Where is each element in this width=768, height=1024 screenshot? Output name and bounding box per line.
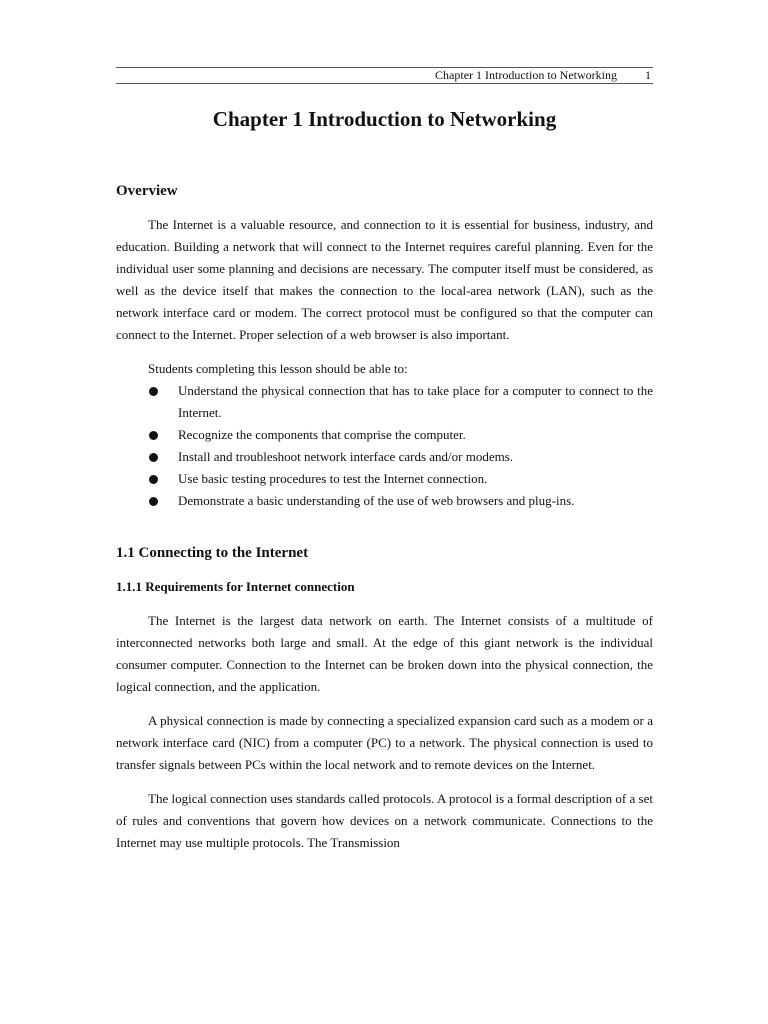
bullet-icon (149, 497, 158, 506)
objective-text: Demonstrate a basic understanding of the use of web browsers and plug-ins. (178, 493, 575, 508)
objective-item (116, 380, 653, 424)
header-bottom-rule (116, 83, 653, 84)
objective-text: Understand the physical connection that has to take place for a computer to connect to the Internet. (178, 383, 653, 420)
objective-text: Recognize the components that comprise the computer. (178, 427, 466, 442)
objective-item (116, 490, 653, 512)
objective-item (116, 468, 653, 490)
bullet-icon (149, 431, 158, 440)
bullet-icon (149, 453, 158, 462)
section-paragraph: A physical connection is made by connecting a specialized expansion card such as a modem or a network interface card (NIC) from a computer (PC) to a network. The physical connection is used to transfer signals between PCs within the local network and to remote devices on the Internet. (116, 713, 653, 772)
objective-text: Use basic testing procedures to test the Internet connection. (178, 471, 488, 486)
running-header-title: Chapter 1 Introduction to Networking (435, 68, 617, 82)
overview-heading: Overview (116, 183, 178, 199)
chapter-title: Chapter 1 Introduction to Networking (212, 107, 557, 131)
running-header (116, 67, 653, 83)
objective-item (116, 446, 653, 468)
objectives-intro: Students completing this lesson should be able to: (148, 361, 408, 376)
section-paragraph: The Internet is the largest data network on earth. The Internet consists of a multitude of interconnected networks both large and small. At the edge of this giant network is the individual consumer computer. Connection to the Internet can be broken down into the physical connection, the logical connection, and the application. (116, 613, 653, 694)
overview-paragraph: The Internet is a valuable resource, and connection to it is essential for business, industry, and education. Building a network that will connect to the Internet requires careful planning. Even for the individual user some planning and decisions are necessary. The computer itself must be considered, as well as the device itself that makes the connection to the local-area network (LAN), such as the network interface card or modem. The correct protocol must be configured so that the computer can connect to the Internet. Proper selection of a web browser is also important. (116, 217, 653, 342)
page-number: 1 (645, 68, 651, 82)
section-paragraph: The logical connection uses standards called protocols. A protocol is a formal description of a set of rules and conventions that govern how devices on a network communicate. Connections to the Internet may use multiple protocols. The Transmission (116, 791, 653, 850)
page-content (116, 100, 653, 854)
section-1-1-heading: 1.1 Connecting to the Internet (116, 545, 309, 561)
section-1-1-1-heading: 1.1.1 Requirements for Internet connection (116, 579, 355, 594)
objective-item (116, 424, 653, 446)
objectives-list (116, 380, 653, 512)
bullet-icon (149, 387, 158, 396)
bullet-icon (149, 475, 158, 484)
objective-text: Install and troubleshoot network interface cards and/or modems. (178, 449, 514, 464)
